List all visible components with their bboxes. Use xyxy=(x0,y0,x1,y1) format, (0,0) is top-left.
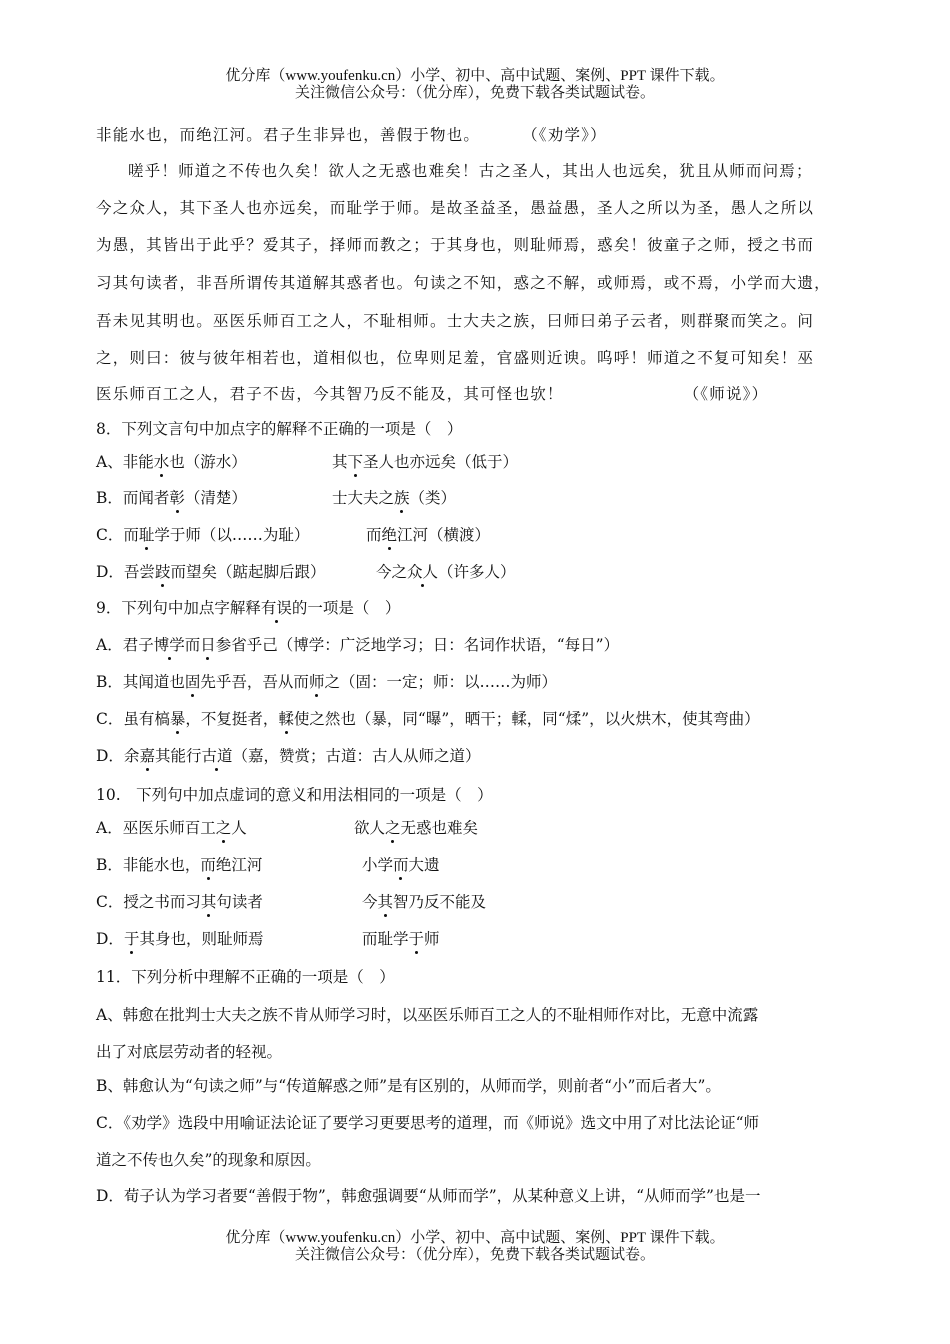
q9-stem: 9．下列句中加点字解释有误的一项是（ ） xyxy=(96,599,401,617)
q9-option-d: D．余嘉其能行古道（嘉，赞赏；古道：古人从师之道） xyxy=(96,747,481,765)
passage-line-1: 非能水也，而绝江河。君子生非异也，善假于物也。 （《劝学》） xyxy=(96,126,607,144)
q10-option-a: A．巫医乐师百工之人 欲人之无惑也难矣 xyxy=(96,819,479,837)
q10-stem: 10. 下列句中加点虚词的意义和用法相同的一项是（ ） xyxy=(96,786,493,804)
q9-option-c: C．虽有槁暴，不复挺者，輮使之然也（暴，同“曝”，晒干；輮，同“煣”，以火烘木，使其弯曲） xyxy=(96,710,760,728)
page-footer xyxy=(0,1230,950,1264)
passage-line-8: 医乐师百工之人，君子不齿，今其智乃反不能及，其可怪也欤！ （《师说》） xyxy=(96,385,769,403)
q11-option-c-line-1: C．《劝学》选段中用喻证法论证了要学习更要思考的道理，而《师说》选文中用了对比法论证“师 xyxy=(96,1114,760,1132)
footer-line-2: 关注微信公众号：（优分库），免费下载各类试题试卷。 xyxy=(294,1247,655,1263)
header-line-1: 优分库（www.youfenku.cn）小学、初中、高中试题、案例、PPT 课件下载。 xyxy=(225,68,725,84)
q11-stem: 11．下列分析中理解不正确的一项是（ ） xyxy=(96,968,395,986)
source-shishuo: （《师说》） xyxy=(683,385,769,403)
q11-option-d-line-1: D．荀子认为学习者要“善假于物”，韩愈强调要“从师而学”，从某种意义上讲，“从师而学”也是一 xyxy=(96,1187,761,1205)
q11-option-c-line-2: 道之不传也久矣”的现象和原因。 xyxy=(96,1151,321,1169)
q8-option-c: C．而耻学于师（以……为耻） 而绝江河（横渡） xyxy=(96,526,491,544)
header-line-2: 关注微信公众号：（优分库），免费下载各类试题试卷。 xyxy=(294,85,655,101)
passage-line-2: 嗟乎！师道之不传也久矣！欲人之无惑也难矣！古之圣人，其出人也远矣，犹且从师而问焉； xyxy=(128,162,813,180)
q11-option-a-line-2: 出了对底层劳动者的轻视。 xyxy=(96,1043,283,1061)
q9-option-b: B．其闻道也固先乎吾，吾从而师之（固：一定；师：以……为师） xyxy=(96,673,557,691)
passage-line-7: 之，则曰：彼与彼年相若也，道相似也，位卑则足羞，官盛则近谀。呜呼！师道之不复可知矣！巫 xyxy=(96,349,815,367)
passage-line-6: 吾未见其明也。巫医乐师百工之人，不耻相师。士大夫之族，曰师曰弟子云者，则群聚而笑之。问 xyxy=(96,312,815,330)
q11-option-b: B、韩愈认为“句读之师”与“传道解惑之师”是有区别的，从师而学，则前者“小”而后者大”。 xyxy=(96,1077,721,1095)
q8-option-d: D．吾尝跂而望矣（踮起脚后跟） 今之众人（许多人） xyxy=(96,563,516,581)
passage-line-4: 为愚，其皆出于此乎？爱其子，择师而教之；于其身也，则耻师焉，惑矣！彼童子之师，授之书而 xyxy=(96,236,815,254)
footer-line-1: 优分库（www.youfenku.cn）小学、初中、高中试题、案例、PPT 课件下载。 xyxy=(225,1230,725,1246)
q11-option-a-line-1: A、韩愈在批判士大夫之族不肯从师学习时，以巫医乐师百工之人的不耻相师作对比，无意中流露 xyxy=(96,1006,759,1024)
q8-option-b: B．而闻者彰（清楚） 士大夫之族（类） xyxy=(96,489,457,507)
q8-option-a: A、非能水也（游水） 其下圣人也亦远矣（低于） xyxy=(96,453,519,471)
passage-line-3: 今之众人，其下圣人也亦远矣，而耻学于师。是故圣益圣，愚益愚，圣人之所以为圣，愚人之所以 xyxy=(96,199,815,217)
q10-option-d: D．于其身也，则耻师焉 而耻学于师 xyxy=(96,930,440,948)
q10-option-c: C．授之书而习其句读者 今其智乃反不能及 xyxy=(96,893,487,911)
q9-option-a: A．君子博学而日参省乎己（博学：广泛地学习；日：名词作状语，“每日”） xyxy=(96,636,620,654)
source-quanxue: （《劝学》） xyxy=(522,126,607,144)
q10-option-b: B．非能水也，而绝江河 小学而大遗 xyxy=(96,856,440,874)
passage-line-5: 习其句读者，非吾所谓传其道解其惑者也。句读之不知，惑之不解，或师焉，或不焉，小学而大遗， xyxy=(96,274,831,292)
q8-stem: 8．下列文言句中加点字的解释不正确的一项是（ ） xyxy=(96,420,463,438)
page-header xyxy=(0,68,950,102)
